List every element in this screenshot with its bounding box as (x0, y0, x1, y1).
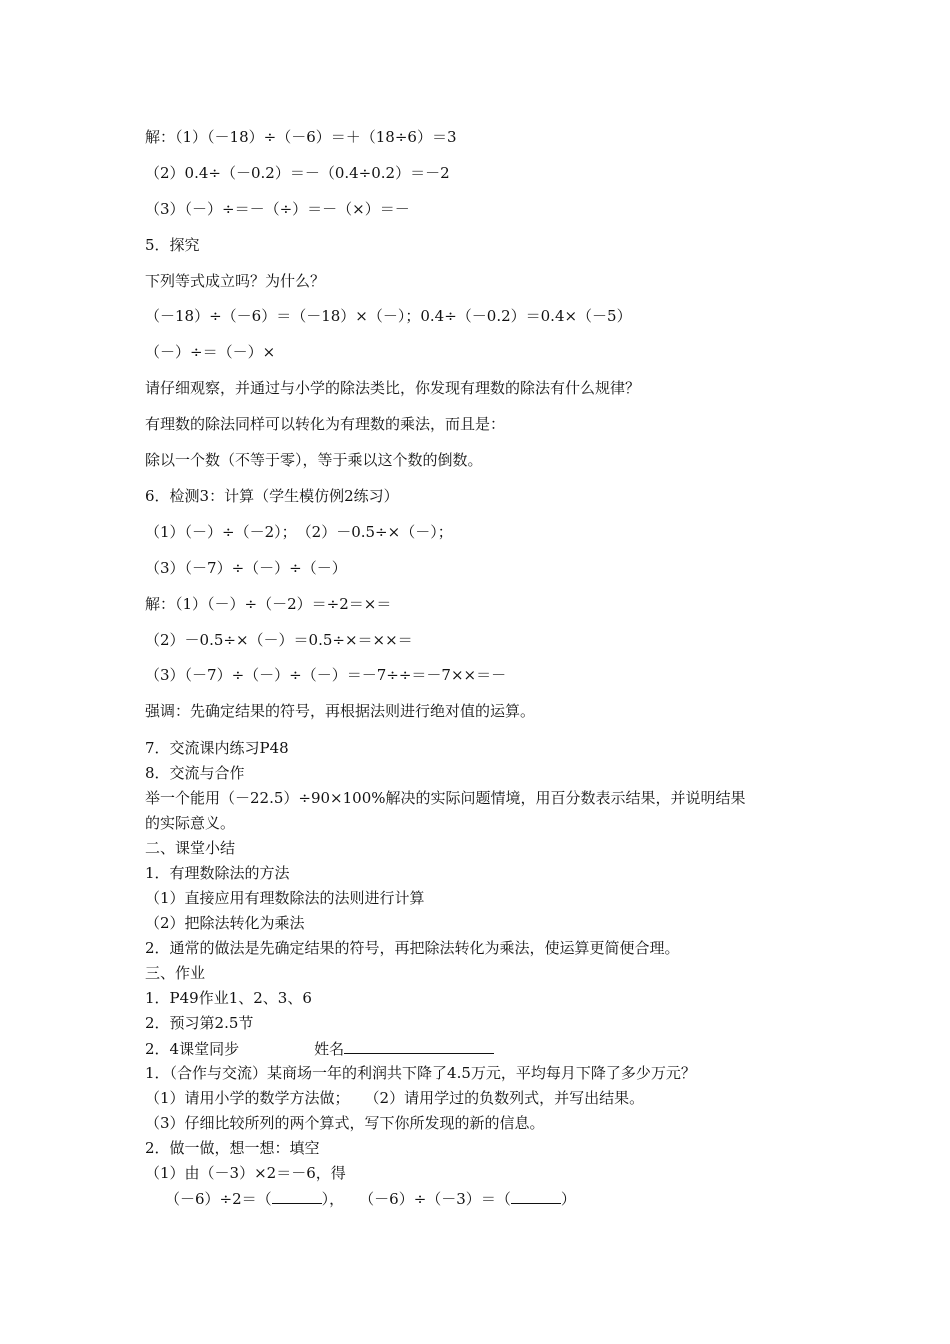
text-line: 1．有理数除法的方法 (145, 864, 290, 882)
text-line: 2．通常的做法是先确定结果的符号，再把除法转化为乘法，使运算更简便合理。 (145, 939, 680, 957)
text-line: 2．做一做，想一想：填空 (145, 1139, 320, 1157)
text-line: （－18）÷（－6）＝（－18）×（－）；0.4÷（－0.2）＝0.4×（－5） (145, 307, 632, 325)
text-line: （1）请用小学的数学方法做； （2）请用学过的负数列式，并写出结果。 (145, 1089, 645, 1107)
fill-in-text-c: ） (560, 1190, 576, 1208)
answer-blank-2[interactable] (511, 1188, 561, 1204)
text-line: 请仔细观察，并通过与小学的除法类比，你发现有理数的除法有什么规律？ (145, 379, 641, 397)
text-line: 解：（1）（－18）÷（－6）＝＋（18÷6）＝3 (145, 128, 457, 146)
name-blank[interactable] (344, 1038, 494, 1054)
text-line: （3）（－）÷＝－（÷）＝－（×）＝－ (145, 200, 410, 218)
fill-in-text-b: ）， （－6）÷（－3）＝（ (321, 1190, 511, 1208)
text-line: （3）（－7）÷（－）÷（－）＝－7÷÷＝－7××＝－ (145, 666, 507, 684)
text-line: （1）由（－3）×2＝－6，得 (145, 1164, 346, 1182)
text-line: 除以一个数（不等于零），等于乘以这个数的倒数。 (145, 451, 483, 469)
text-line: （2）0.4÷（－0.2）＝－（0.4÷0.2）＝－2 (145, 164, 450, 182)
section-heading: 6．检测3：计算（学生模仿例2练习） (145, 487, 399, 505)
text-line: 1．（合作与交流）某商场一年的利润共下降了4.5万元，平均每月下降了多少万元？ (145, 1064, 696, 1082)
section-heading: 三、作业 (145, 964, 206, 982)
section-heading: 5．探究 (145, 236, 200, 254)
text-line: 1．P49作业1、2、3、6 (145, 989, 312, 1007)
text-line: 强调：先确定结果的符号，再根据法则进行绝对值的运算。 (145, 702, 536, 720)
section-heading: 二、课堂小结 (145, 839, 236, 857)
fill-in-text-a: （－6）÷2＝（ (165, 1190, 272, 1208)
text-line: 的实际意义。 (145, 814, 236, 832)
worksheet-header (145, 1038, 494, 1059)
text-line: （1）直接应用有理数除法的法则进行计算 (145, 889, 425, 907)
fill-in-line (165, 1188, 576, 1209)
text-line: （2）－0.5÷×（－）＝0.5÷×＝××＝ (145, 631, 413, 649)
text-line: （－）÷＝（－）× (145, 343, 276, 361)
text-line: 有理数的除法同样可以转化为有理数的乘法，而且是： (145, 415, 506, 433)
text-line: （3）仔细比较所列的两个算式，写下你所发现的新的信息。 (145, 1114, 545, 1132)
text-line: 下列等式成立吗？为什么？ (145, 272, 326, 290)
section-heading: 7．交流课内练习P48 (145, 739, 289, 757)
text-line: （2）把除法转化为乘法 (145, 914, 305, 932)
text-line: 解：（1）（－）÷（－2）＝÷2＝×＝ (145, 595, 392, 613)
text-line: （3）（－7）÷（－）÷（－） (145, 559, 347, 577)
text-line: 举一个能用（－22.5）÷90×100%解决的实际问题情境，用百分数表示结果，并说明结果 (145, 789, 746, 807)
worksheet-title: 2．4课堂同步 姓名 (145, 1040, 345, 1058)
text-line: （1）（－）÷（－2）； （2）－0.5÷×（－）； (145, 523, 453, 541)
text-line: 2．预习第2.5节 (145, 1014, 254, 1032)
section-heading: 8．交流与合作 (145, 764, 245, 782)
answer-blank-1[interactable] (272, 1188, 322, 1204)
